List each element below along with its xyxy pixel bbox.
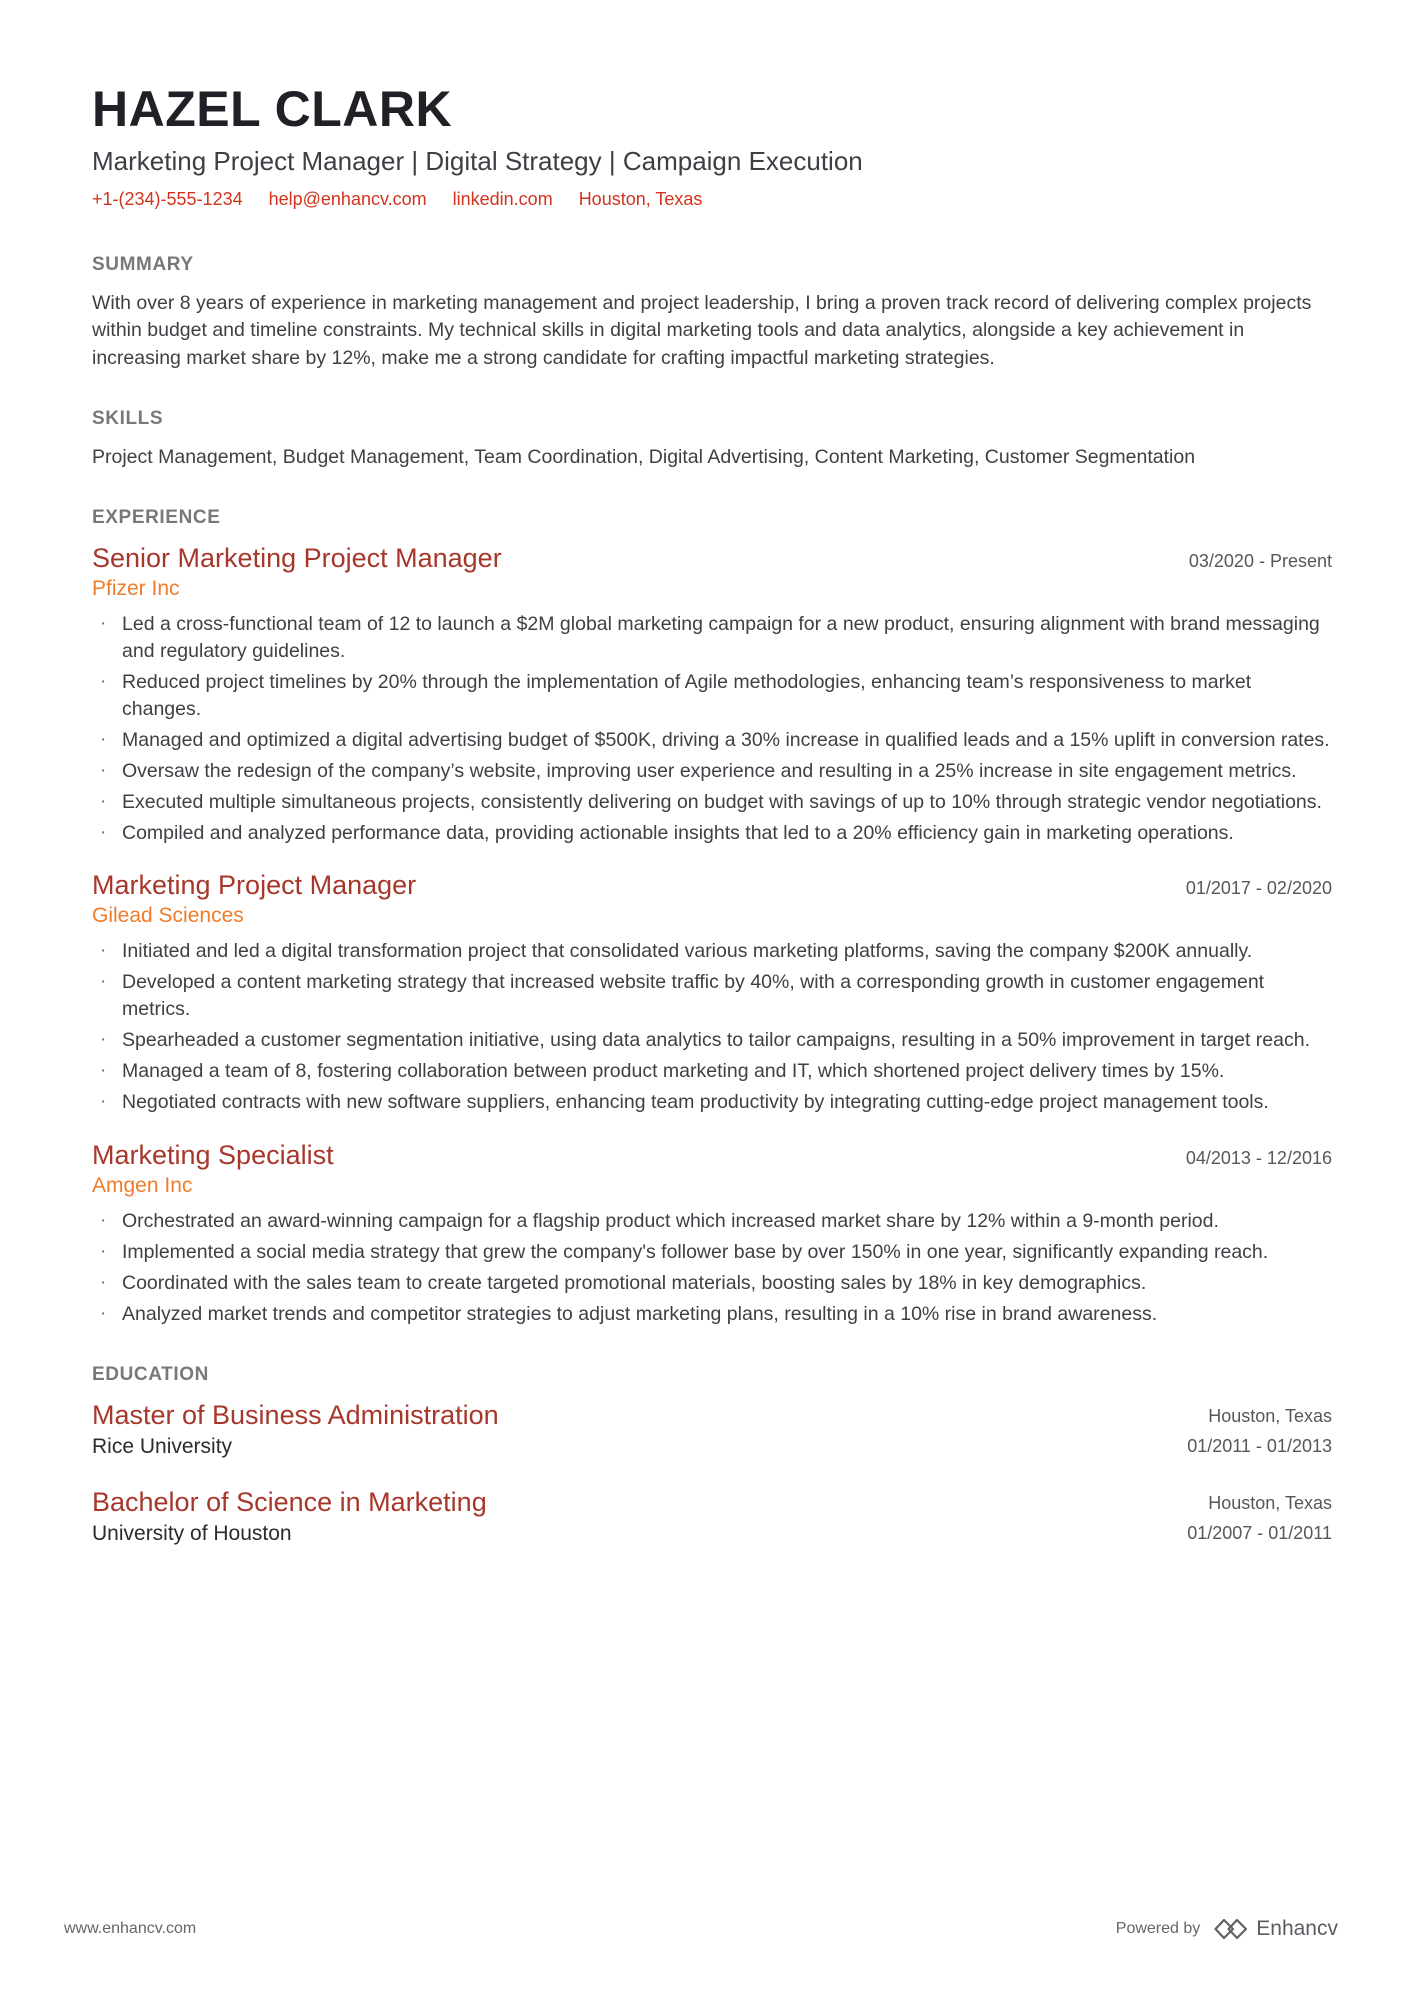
bullet-dot-icon: ·: [100, 971, 107, 993]
enhancv-logo-icon: [1214, 1917, 1248, 1941]
bullet-dot-icon: ·: [100, 1209, 107, 1231]
degree-title: Master of Business Administration: [92, 1399, 499, 1430]
phone-link[interactable]: +1-(234)-555-1234: [92, 189, 243, 209]
education-entry-header: [92, 1487, 1332, 1546]
location-text: Houston, Texas: [578, 189, 703, 209]
bullet-text: Reduced project timelines by 20% through the implementation of Agile methodologies, enhancing team’s responsiveness to market changes.: [122, 671, 1252, 720]
skills-section: [92, 408, 1332, 471]
bullet-text: Negotiated contracts with new software suppliers, enhancing team productivity by integrating cutting-edge project management tools.: [122, 1090, 1269, 1113]
experience-entry: [92, 1140, 1332, 1328]
skills-text: Project Management, Budget Management, Team Coordination, Digital Advertising, Content Marketing, Customer Segmentation: [92, 445, 1196, 468]
job-title: Senior Marketing Project Manager: [92, 543, 502, 574]
job-header: [92, 1140, 1332, 1171]
enhancv-brand-link[interactable]: [1214, 1917, 1338, 1941]
experience-entry: [92, 543, 1332, 846]
bullet-text: Compiled and analyzed performance data, providing actionable insights that led to a 20% efficiency gain in marketing operations.: [122, 821, 1234, 844]
education-list: [92, 1400, 1332, 1546]
enhancv-brand-name: Enhancv: [1256, 1917, 1338, 1940]
job-header: [92, 543, 1332, 574]
summary-section: [92, 254, 1332, 372]
job-bullet: [92, 1058, 1332, 1085]
footer-website-link[interactable]: www.enhancv.com: [64, 1920, 197, 1937]
experience-entry: [92, 870, 1332, 1115]
education-location: Houston, Texas: [1208, 1492, 1332, 1513]
bullet-text: Led a cross-functional team of 12 to launch a $2M global marketing campaign for a new product, ensuring alignment with brand messaging and regulatory guidelines.: [122, 613, 1320, 663]
bullet-text: Managed a team of 8, fostering collaboration between product marketing and IT, which shortened project delivery times by 15%.: [122, 1060, 1225, 1083]
job-dates: 03/2020 - Present: [1188, 551, 1332, 572]
bullet-text: Coordinated with the sales team to create targeted promotional materials, boosting sales by 18% in key demographics.: [122, 1271, 1147, 1294]
job-company: Amgen Inc: [92, 1173, 193, 1197]
job-bullet: [92, 1208, 1332, 1235]
school-name: University of Houston: [92, 1521, 292, 1545]
job-bullet: [92, 669, 1332, 723]
job-dates: 01/2017 - 02/2020: [1185, 878, 1332, 899]
job-bullet-list: [92, 1208, 1332, 1328]
bullet-text: Initiated and led a digital transformation project that consolidated various marketing platforms, saving the company $200K annually.: [122, 940, 1253, 963]
education-entry: [92, 1400, 1332, 1459]
education-entry-left: [92, 1400, 499, 1459]
bullet-dot-icon: ·: [100, 1090, 107, 1112]
job-company: Gilead Sciences: [92, 904, 244, 928]
bullet-text: Analyzed market trends and competitor strategies to adjust marketing plans, resulting in a 10% rise in brand awareness.: [122, 1302, 1158, 1325]
person-name: HAZEL CLARK: [92, 81, 453, 137]
education-location: Houston, Texas: [1208, 1405, 1332, 1426]
powered-by: [1116, 1917, 1338, 1941]
bullet-dot-icon: ·: [100, 790, 107, 812]
bullet-text: Orchestrated an award-winning campaign for a flagship product which increased market share by 12% within a 9-month period.: [122, 1209, 1219, 1232]
job-bullet: [92, 820, 1332, 847]
resume-header: [92, 80, 1332, 210]
job-bullet: [92, 969, 1332, 1023]
experience-heading: EXPERIENCE: [92, 507, 221, 529]
bullet-dot-icon: ·: [100, 821, 107, 843]
school-name: Rice University: [92, 1434, 233, 1458]
job-bullet: [92, 1027, 1332, 1054]
bullet-text: Developed a content marketing strategy that increased website traffic by 40%, with a corresponding growth in customer engagement metrics.: [122, 971, 1265, 1021]
education-entry-left: [92, 1487, 487, 1546]
linkedin-link[interactable]: linkedin.com: [452, 189, 553, 209]
job-bullet-list: [92, 611, 1332, 846]
powered-by-label: Powered by: [1115, 1920, 1201, 1937]
bullet-dot-icon: ·: [100, 1240, 107, 1262]
education-entry: [92, 1487, 1332, 1546]
bullet-dot-icon: ·: [100, 1060, 107, 1082]
education-dates: 01/2007 - 01/2011: [1187, 1522, 1332, 1543]
job-company: Pfizer Inc: [92, 577, 180, 601]
job-bullet: [92, 611, 1332, 665]
bullet-dot-icon: ·: [100, 613, 107, 635]
bullet-dot-icon: ·: [100, 940, 107, 962]
bullet-dot-icon: ·: [100, 1271, 107, 1293]
contact-row: [92, 189, 1332, 210]
education-entry-header: [92, 1400, 1332, 1459]
summary-heading: SUMMARY: [92, 254, 194, 275]
email-link[interactable]: help@enhancv.com: [268, 189, 427, 209]
education-entry-right: [1187, 1400, 1332, 1457]
job-bullet: [92, 727, 1332, 754]
job-header: [92, 870, 1332, 901]
bullet-text: Executed multiple simultaneous projects, consistently delivering on budget with savings of up to 10% through strategic vendor negotiations.: [122, 790, 1322, 813]
bullet-dot-icon: ·: [100, 1029, 107, 1051]
bullet-text: Managed and optimized a digital advertising budget of $500K, driving a 30% increase in qualified leads and a 15% uplift in conversion rates.: [122, 728, 1330, 751]
bullet-dot-icon: ·: [100, 671, 107, 692]
bullet-dot-icon: ·: [100, 728, 107, 750]
bullet-text: Implemented a social media strategy that grew the company's follower base by over 150% in one year, significantly expanding reach.: [122, 1240, 1269, 1263]
skills-heading: SKILLS: [92, 407, 164, 429]
bullet-text: Spearheaded a customer segmentation initiative, using data analytics to tailor campaigns, resulting in a 50% improvement in target reach.: [122, 1029, 1310, 1052]
person-headline: Marketing Project Manager | Digital Strategy | Campaign Execution: [92, 146, 863, 176]
job-title: Marketing Project Manager: [92, 870, 417, 901]
job-bullet-list: [92, 938, 1332, 1115]
education-dates: 01/2011 - 01/2013: [1187, 1435, 1332, 1456]
job-bullet: [92, 1239, 1332, 1266]
degree-title: Bachelor of Science in Marketing: [92, 1486, 487, 1517]
job-bullet: [92, 938, 1332, 965]
education-heading: EDUCATION: [92, 1363, 209, 1385]
job-title: Marketing Specialist: [92, 1139, 334, 1170]
experience-list: [92, 543, 1332, 1327]
education-entry-right: [1187, 1487, 1332, 1544]
summary-text: With over 8 years of experience in marketing management and project leadership, I bring a proven track record of delivering complex projects within budget and timeline constraints. My technical skills in digital marketing tools and data analytics, alongside a key achievement in increasing market share by 12%, make me a strong candidate for crafting impactful marketing strategies.: [92, 292, 1312, 369]
experience-section: [92, 507, 1332, 1327]
page-footer: [64, 1917, 1338, 1941]
bullet-text: Oversaw the redesign of the company’s website, improving user experience and resulting in a 25% increase in site engagement metrics.: [122, 759, 1297, 782]
job-bullet: [92, 1301, 1332, 1328]
job-bullet: [92, 789, 1332, 816]
job-bullet: [92, 1270, 1332, 1297]
bullet-dot-icon: ·: [100, 759, 107, 781]
bullet-dot-icon: ·: [100, 1302, 107, 1324]
job-bullet: [92, 1089, 1332, 1116]
job-dates: 04/2013 - 12/2016: [1185, 1147, 1332, 1168]
education-section: [92, 1364, 1332, 1546]
job-bullet: [92, 758, 1332, 785]
